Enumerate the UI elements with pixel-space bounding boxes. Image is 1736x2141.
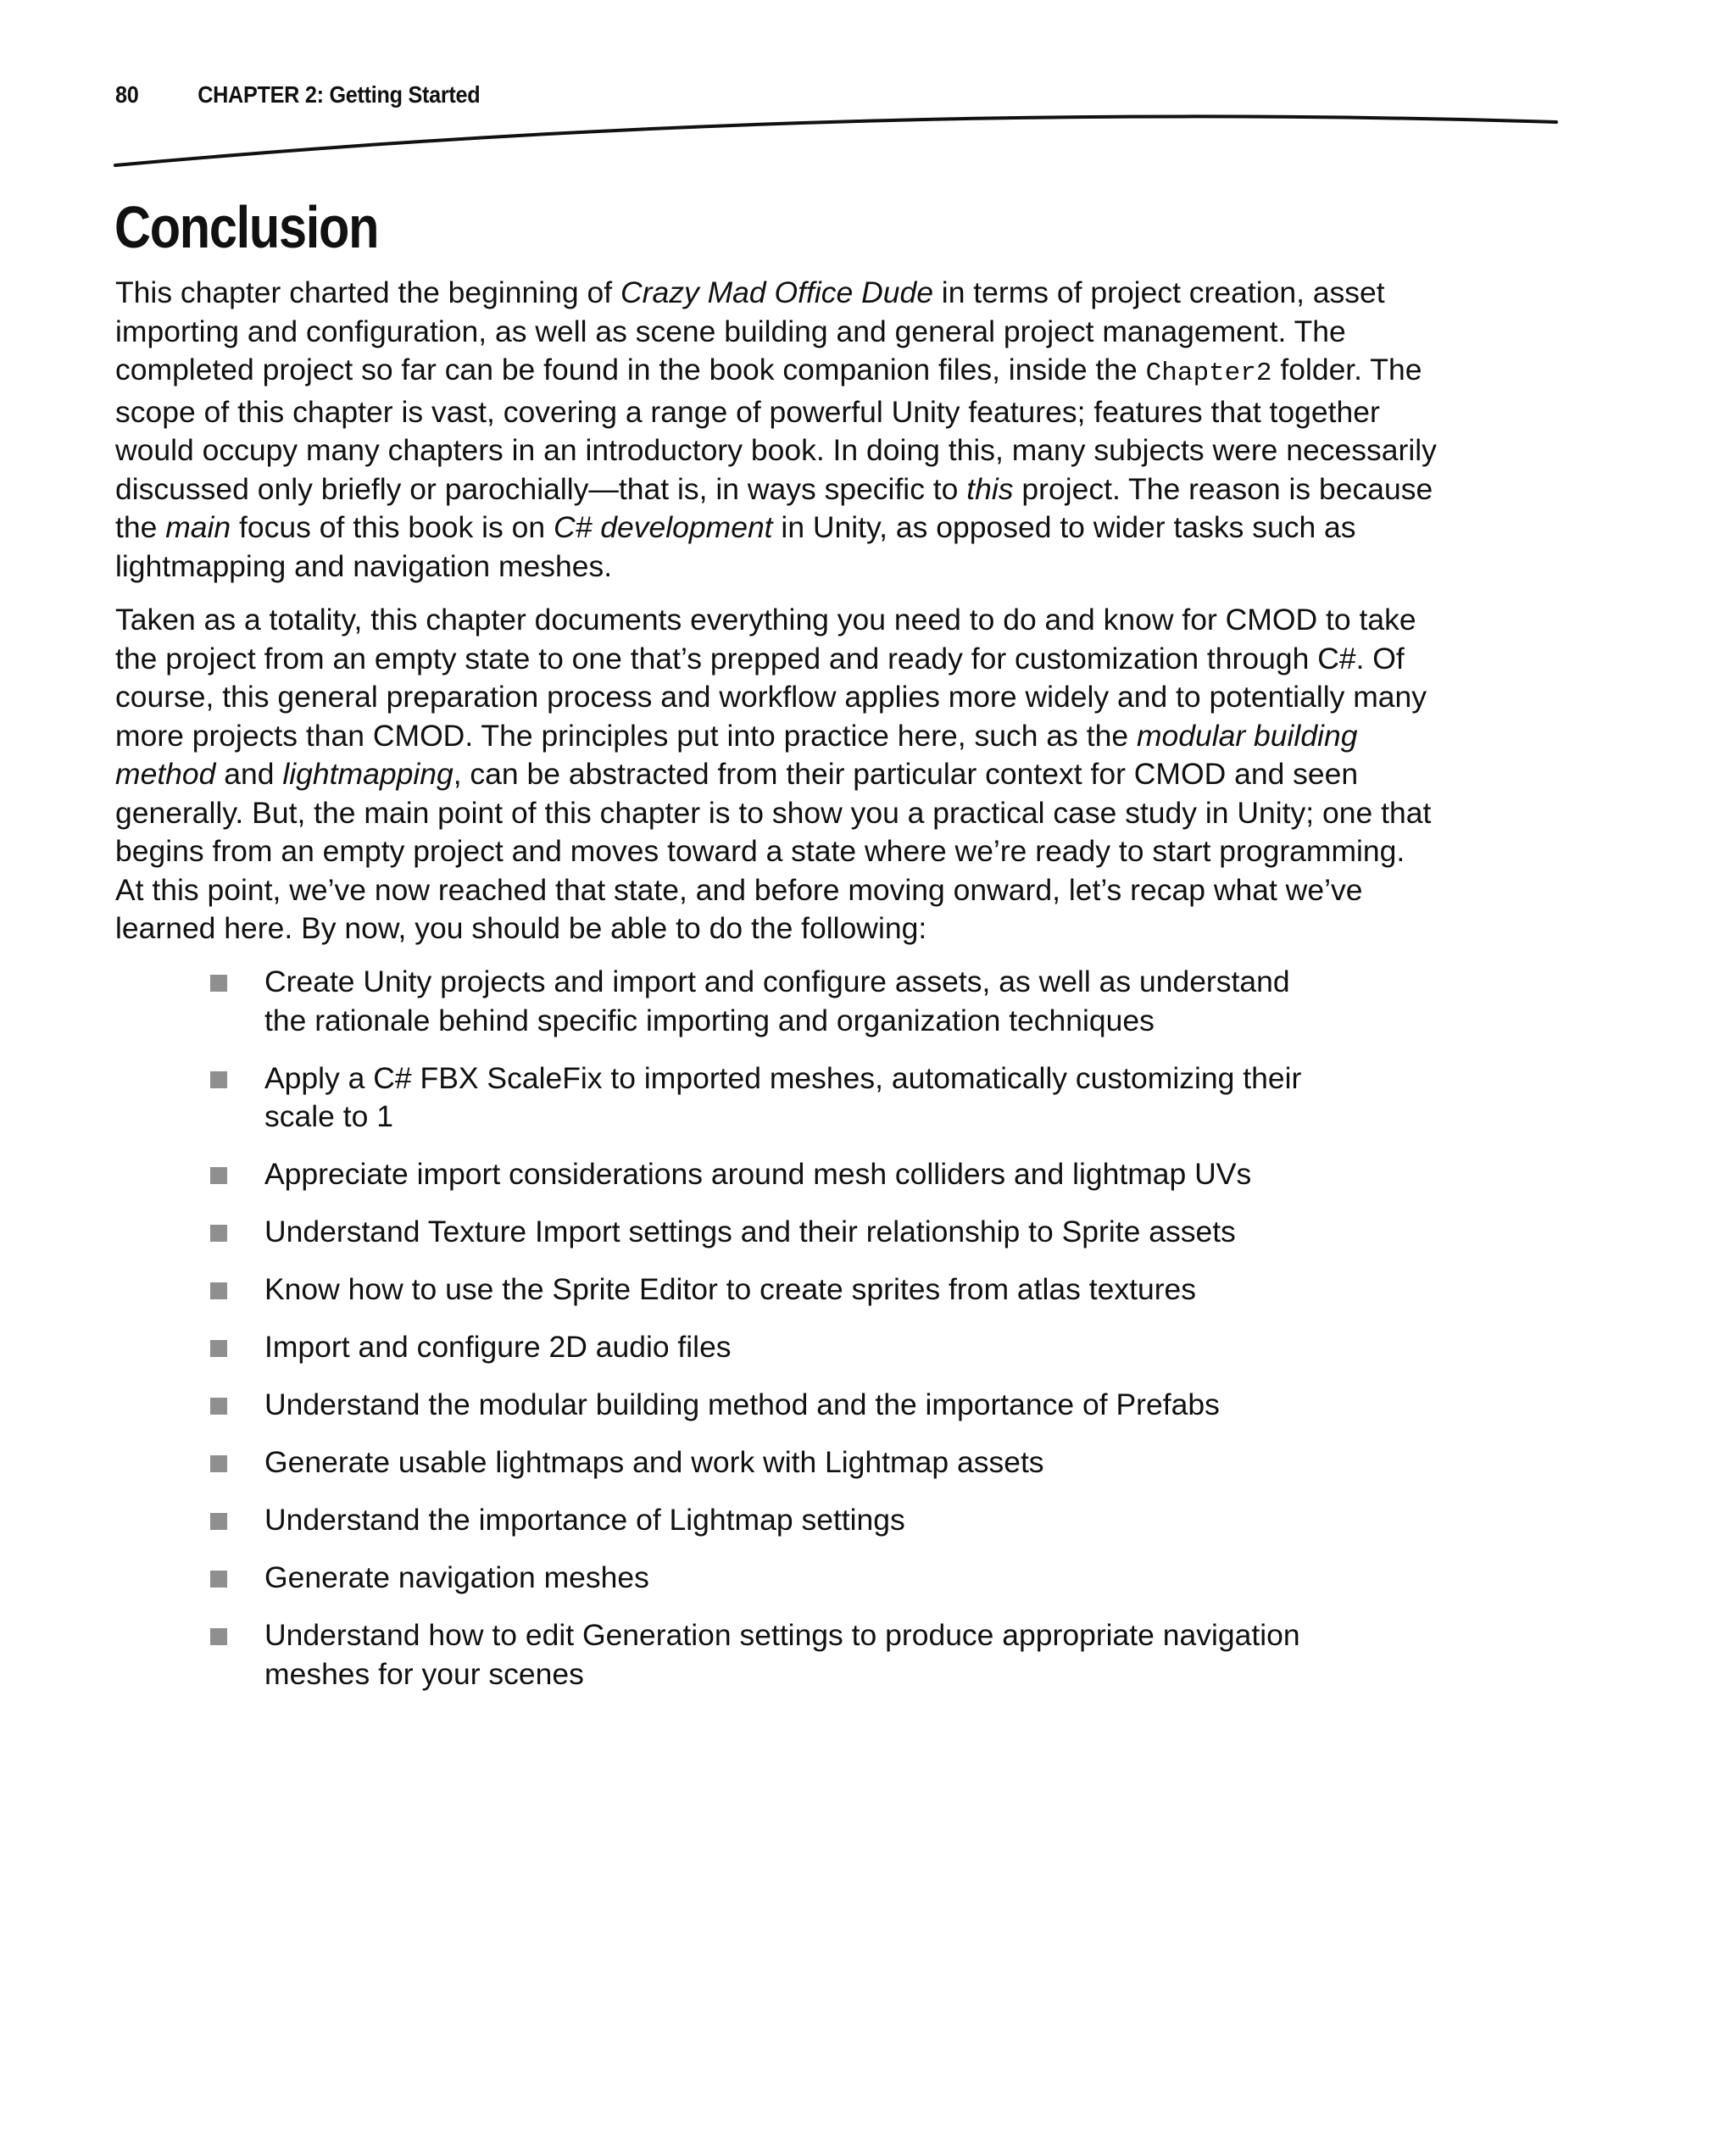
folder-name-code: Chapter2 (1145, 359, 1272, 388)
list-item: Understand how to edit Generation settings to produce appropriate navigation meshes for your scenes (0, 1616, 1736, 1693)
chapter-title: CHAPTER 2: Getting Started (198, 81, 481, 108)
list-item: Apply a C# FBX ScaleFix to imported meshes, automatically customizing their scale to 1 (0, 1059, 1736, 1137)
square-bullet-icon (210, 1455, 227, 1472)
list-item: Generate usable lightmaps and work with Lightmap assets (0, 1443, 1736, 1482)
square-bullet-icon (210, 975, 227, 992)
emphasis: this (966, 471, 1014, 506)
emphasis: lightmapping (282, 757, 453, 791)
emphasis: method (115, 757, 216, 791)
text-line: generally. But, the main point of this chapter is to show you a practical case study in Unity; one that (115, 795, 1432, 830)
text-line: begins from an empty project and moves toward a state where we’re ready to start programming. (115, 834, 1405, 868)
text-line: Taken as a totality, this chapter documents everything you need to do and know for CMOD to take (115, 603, 1416, 637)
list-item: Understand the modular building method and the importance of Prefabs (0, 1386, 1736, 1425)
square-bullet-icon (210, 1071, 227, 1088)
text-line: This chapter charted the beginning of Crazy Mad Office Dude in terms of project creation, asset (115, 275, 1385, 309)
list-item: Import and configure 2D audio files (0, 1328, 1736, 1367)
text-line: lightmapping and navigation meshes. (115, 548, 613, 583)
list-item: Appreciate import considerations around mesh colliders and lightmap UVs (0, 1155, 1736, 1194)
conclusion-paragraph-1 (115, 274, 1556, 586)
text-line: more projects than CMOD. The principles put into practice here, such as the modular building (115, 718, 1358, 753)
emphasis: modular building (1136, 718, 1358, 753)
square-bullet-icon (210, 1628, 227, 1645)
list-item: Understand Texture Import settings and their relationship to Sprite assets (0, 1213, 1736, 1252)
square-bullet-icon (210, 1340, 227, 1357)
square-bullet-icon (210, 1398, 227, 1415)
conclusion-paragraph-2 (115, 601, 1556, 948)
list-item: Generate navigation meshes (0, 1559, 1736, 1598)
header-swoosh-rule (110, 110, 1561, 178)
list-item: Create Unity projects and import and configure assets, as well as understand the rationale behind specific importing and organization techniques (0, 963, 1736, 1040)
text-line: method and lightmapping, can be abstracted from their particular context for CMOD and seen (115, 757, 1359, 791)
square-bullet-icon (210, 1167, 227, 1184)
square-bullet-icon (210, 1282, 227, 1299)
text-line: discussed only briefly or parochially—that is, in ways specific to this project. The reason is because (115, 471, 1433, 506)
text-line: would occupy many chapters in an introductory book. In doing this, many subjects were necessarily (115, 433, 1437, 467)
square-bullet-icon (210, 1571, 227, 1588)
list-item: Know how to use the Sprite Editor to create sprites from atlas textures (0, 1271, 1736, 1310)
text-line: course, this general preparation process and workflow applies more widely and to potentially many (115, 680, 1427, 714)
text-line: importing and configuration, as well as scene building and general project management. The (115, 314, 1346, 348)
skills-bullet-list (0, 963, 1736, 1713)
emphasis: main (165, 510, 231, 544)
text-line: the main focus of this book is on C# development in Unity, as opposed to wider tasks such as (115, 510, 1356, 544)
text-line: the project from an empty state to one that’s prepped and ready for customization through C#. Of (115, 641, 1405, 676)
text-line: completed project so far can be found in the book companion files, inside the Chapter2 folder. The (115, 353, 1422, 388)
book-title-emphasis: Crazy Mad Office Dude (620, 275, 933, 309)
section-title: Conclusion (114, 194, 379, 260)
text-line: learned here. By now, you should be able to do the following: (115, 911, 927, 945)
text-line: At this point, we’ve now reached that state, and before moving onward, let’s recap what we’ve (115, 872, 1363, 907)
list-item: Understand the importance of Lightmap settings (0, 1501, 1736, 1540)
square-bullet-icon (210, 1225, 227, 1242)
emphasis: C# development (554, 510, 773, 544)
page-number: 80 (115, 81, 139, 108)
square-bullet-icon (210, 1513, 227, 1530)
text-line: scope of this chapter is vast, covering a range of powerful Unity features; features that together (115, 394, 1380, 429)
